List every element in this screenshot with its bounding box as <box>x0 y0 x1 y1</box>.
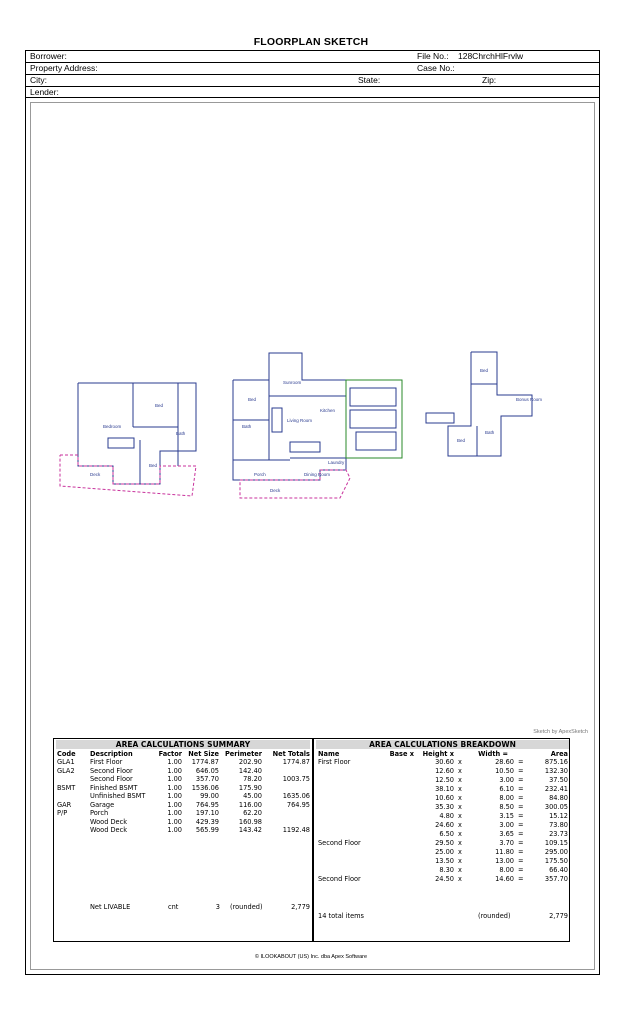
net-livable-cnt: cnt <box>168 903 179 911</box>
breakdown-area: 66.40 <box>549 866 568 874</box>
breakdown-area: 23.73 <box>549 830 568 838</box>
label-deck-1: Deck <box>90 472 101 477</box>
summary-cell: 764.95 <box>195 800 219 809</box>
label-dining-room: Dining Room <box>304 472 331 477</box>
summary-cell: 646.05 <box>195 766 219 775</box>
breakdown-height: 12.50 <box>435 776 454 784</box>
breakdown-eq: = <box>518 875 524 883</box>
breakdown-eq: = <box>518 767 524 775</box>
breakdown-height: 35.30 <box>435 803 454 811</box>
breakdown-area: 132.30 <box>544 767 568 775</box>
summary-cell: 143.42 <box>238 826 262 834</box>
summary-cell: 202.90 <box>238 758 262 766</box>
breakdown-width: 8.00 <box>499 794 514 802</box>
lender-label: Lender: <box>30 87 59 97</box>
zip-label: Zip: <box>482 75 497 85</box>
label-porch: Porch <box>254 472 266 477</box>
breakdown-width: 13.00 <box>495 857 514 865</box>
breakdown-width: 14.60 <box>495 875 514 883</box>
summary-cell: 160.98 <box>238 817 262 826</box>
breakdown-height: 38.10 <box>435 785 454 793</box>
summary-cell: 175.90 <box>238 783 262 792</box>
breakdown-name: Second Floor <box>318 875 361 883</box>
summary-col-header: Net Totals <box>272 750 310 758</box>
summary-cell: GLA1 <box>57 758 75 766</box>
summary-col-header: Perimeter <box>224 750 262 758</box>
summary-cell: First Floor <box>90 758 123 766</box>
breakdown-x: x <box>458 821 462 829</box>
breakdown-col-header: Area <box>550 750 568 758</box>
stairs-3 <box>426 413 454 423</box>
breakdown-col-header: Name <box>318 750 340 758</box>
footer-copyright: © ILOOKABOUT (US) Inc. dba Apex Software <box>254 954 368 960</box>
breakdown-eq: = <box>518 812 524 820</box>
label-bath-3: Bath <box>485 430 495 435</box>
vehicle-2 <box>350 410 396 428</box>
breakdown-eq: = <box>518 839 524 847</box>
breakdown-height: 10.60 <box>435 794 454 802</box>
breakdown-x: x <box>458 848 462 856</box>
breakdown-height: 6.50 <box>439 830 454 838</box>
label-sunroom: Sunroom <box>283 380 302 385</box>
summary-cell: 764.95 <box>286 800 310 809</box>
summary-cell: Wood Deck <box>90 826 128 834</box>
breakdown-width: 8.50 <box>499 803 514 811</box>
summary-cell: Wood Deck <box>90 817 128 826</box>
breakdown-eq: = <box>518 794 524 802</box>
label-bed-1: Bed <box>155 403 164 408</box>
breakdown-width: 8.00 <box>499 866 514 874</box>
label-kitchen: Kitchen <box>320 408 336 413</box>
breakdown-area: 875.16 <box>544 758 568 766</box>
breakdown-area: 73.80 <box>549 821 568 829</box>
label-bed-5: Bed <box>457 438 466 443</box>
breakdown-width: 3.70 <box>499 839 514 847</box>
net-livable-count: 3 <box>215 903 220 911</box>
summary-cell: 78.20 <box>243 775 262 783</box>
breakdown-name: First Floor <box>318 758 351 766</box>
deck-outline-1 <box>60 455 196 496</box>
summary-cell: 357.70 <box>195 775 219 783</box>
breakdown-x: x <box>458 857 462 865</box>
case-no-label: Case No.: <box>417 63 455 73</box>
breakdown-x: x <box>458 767 462 775</box>
summary-col-header: Code <box>57 750 76 758</box>
table-divider <box>312 739 314 941</box>
summary-cell: 1.00 <box>167 817 182 826</box>
label-bonus-room: Bonus Room <box>516 397 543 402</box>
summary-cell: GLA2 <box>57 766 75 775</box>
breakdown-width: 3.15 <box>499 812 514 820</box>
summary-cell: 1.00 <box>167 809 182 817</box>
summary-cell: 1774.87 <box>191 758 219 766</box>
file-no-value: 128ChrchHlFrvlw <box>458 51 524 61</box>
breakdown-height: 24.60 <box>435 821 454 829</box>
breakdown-width: 3.00 <box>499 776 514 784</box>
breakdown-col-header: Height x <box>422 750 454 758</box>
breakdown-width: 3.65 <box>499 830 514 838</box>
breakdown-width: 3.00 <box>499 821 514 829</box>
summary-cell: 1192.48 <box>282 826 310 834</box>
breakdown-height: 8.30 <box>439 866 454 874</box>
summary-cell: 1.00 <box>167 826 182 834</box>
breakdown-x: x <box>458 794 462 802</box>
breakdown-x: x <box>458 839 462 847</box>
breakdown-eq: = <box>518 785 524 793</box>
state-label: State: <box>358 75 381 85</box>
breakdown-height: 29.50 <box>435 839 454 847</box>
borrower-label: Borrower: <box>30 51 67 61</box>
summary-cell: 99.00 <box>200 792 219 800</box>
city-label: City: <box>30 75 47 85</box>
summary-cell: 1.00 <box>167 775 182 783</box>
file-no-label: File No.: <box>417 51 449 61</box>
breakdown-height: 13.50 <box>435 857 454 865</box>
breakdown-area: 232.41 <box>544 785 568 793</box>
breakdown-area: 15.12 <box>549 812 568 820</box>
summary-cell: Second Floor <box>90 766 133 775</box>
stairs-1 <box>108 438 134 448</box>
page-title: FLOORPLAN SKETCH <box>253 36 369 48</box>
summary-cell: Finished BSMT <box>90 783 138 792</box>
summary-cell: 429.39 <box>195 817 219 826</box>
summary-title: AREA CALCULATIONS SUMMARY <box>56 740 310 749</box>
breakdown-area: 84.80 <box>549 794 568 802</box>
label-bath-2: Bath <box>242 424 252 429</box>
breakdown-height: 25.00 <box>435 848 454 856</box>
stairs-2 <box>290 442 320 452</box>
breakdown-area: 357.70 <box>544 875 568 883</box>
summary-cell: 1.00 <box>167 766 182 775</box>
summary-cell: 1.00 <box>167 758 182 766</box>
breakdown-x: x <box>458 803 462 811</box>
breakdown-height: 12.60 <box>435 767 454 775</box>
summary-cell: 45.00 <box>243 792 262 800</box>
summary-cell: 62.20 <box>243 809 262 817</box>
breakdown-height: 4.80 <box>439 812 454 820</box>
breakdown-name: Second Floor <box>318 839 361 847</box>
label-laundry: Laundry <box>328 460 345 465</box>
breakdown-x: x <box>458 875 462 883</box>
breakdown-width: 10.50 <box>495 767 514 775</box>
summary-cell: 1003.75 <box>282 775 310 783</box>
summary-cell: 1.00 <box>167 800 182 809</box>
summary-cell: GAR <box>57 800 72 809</box>
breakdown-col-header: Base x <box>389 750 414 758</box>
summary-cell: 142.40 <box>238 766 262 775</box>
main-floor-outline <box>233 353 402 480</box>
summary-col-header: Description <box>90 750 133 758</box>
vehicle-3 <box>356 432 396 450</box>
breakdown-col-header: Width = <box>478 750 508 758</box>
breakdown-total-label: 14 total items <box>318 912 364 920</box>
label-bed-3: Bed <box>248 397 257 402</box>
label-bed-2: Bed <box>149 463 158 468</box>
summary-cell: P/P <box>57 809 68 817</box>
breakdown-x: x <box>458 830 462 838</box>
summary-cell: 116.00 <box>238 800 262 809</box>
breakdown-height: 24.50 <box>435 875 454 883</box>
sketch-credit: Sketch by ApexSketch <box>533 729 588 735</box>
summary-cell: 1635.06 <box>282 792 310 800</box>
area-calculations <box>53 738 570 942</box>
summary-cell: 197.10 <box>195 809 219 817</box>
summary-cell: BSMT <box>57 783 76 792</box>
breakdown-height: 30.60 <box>435 758 454 766</box>
label-bed-4: Bed <box>480 368 489 373</box>
breakdown-eq: = <box>518 758 524 766</box>
breakdown-area: 300.05 <box>544 803 568 811</box>
net-livable-label: Net LIVABLE <box>90 903 131 911</box>
summary-cell: Second Floor <box>90 775 133 783</box>
breakdown-area: 295.00 <box>544 848 568 856</box>
net-livable-total: 2,779 <box>291 903 310 911</box>
property-address-label: Property Address: <box>30 63 98 73</box>
breakdown-total-rounded: (rounded) <box>478 912 511 920</box>
label-bedroom: Bedroom <box>103 424 122 429</box>
breakdown-area: 175.50 <box>544 857 568 865</box>
label-living-room: Living Room <box>287 418 313 423</box>
breakdown-eq: = <box>518 830 524 838</box>
breakdown-width: 6.10 <box>499 785 514 793</box>
label-deck-2: Deck <box>270 488 281 493</box>
garage-outline <box>346 380 402 458</box>
breakdown-width: 11.80 <box>495 848 514 856</box>
net-livable-rounded: (rounded) <box>230 903 263 911</box>
breakdown-area: 109.15 <box>544 839 568 847</box>
label-bath-1: Bath <box>176 431 186 436</box>
breakdown-x: x <box>458 758 462 766</box>
summary-cell: 1.00 <box>167 792 182 800</box>
breakdown-eq: = <box>518 848 524 856</box>
summary-cell: Porch <box>90 809 109 817</box>
breakdown-x: x <box>458 866 462 874</box>
breakdown-eq: = <box>518 866 524 874</box>
breakdown-eq: = <box>518 803 524 811</box>
summary-cell: 565.99 <box>195 826 219 834</box>
breakdown-x: x <box>458 785 462 793</box>
vehicle-1 <box>350 388 396 406</box>
summary-col-header: Net Size <box>188 750 219 758</box>
breakdown-eq: = <box>518 821 524 829</box>
summary-cell: 1536.06 <box>191 783 219 792</box>
summary-cell: 1.00 <box>167 783 182 792</box>
breakdown-eq: = <box>518 776 524 784</box>
breakdown-title: AREA CALCULATIONS BREAKDOWN <box>316 740 569 749</box>
breakdown-x: x <box>458 812 462 820</box>
summary-cell: 1774.87 <box>282 758 310 766</box>
breakdown-area: 37.50 <box>549 776 568 784</box>
summary-cell: Garage <box>90 800 115 809</box>
breakdown-x: x <box>458 776 462 784</box>
summary-cell: Unfinished BSMT <box>90 792 146 800</box>
breakdown-total-value: 2,779 <box>549 912 568 920</box>
summary-col-header: Factor <box>158 750 182 758</box>
breakdown-width: 28.60 <box>495 758 514 766</box>
breakdown-eq: = <box>518 857 524 865</box>
